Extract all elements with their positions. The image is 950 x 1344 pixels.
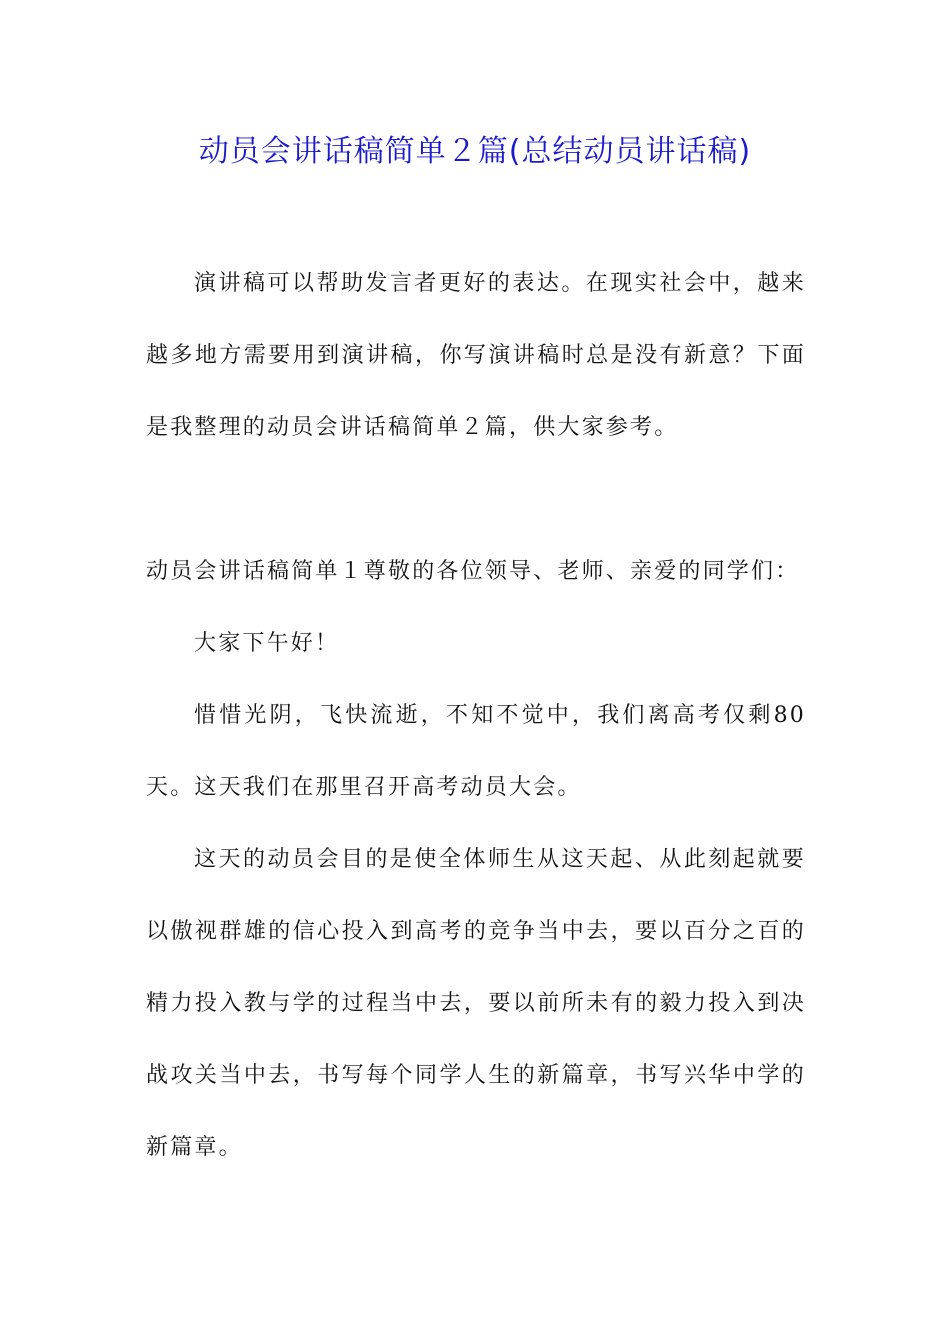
paragraph-purpose: 这天的动员会目的是使全体师生从这天起、从此刻起就要以傲视群雄的信心投入到高考的竞争当中去，要以百分之百的精力投入教与学的过程当中去，要以前所未有的毅力投入到决战攻关当中去，书写每个同学人生的新篇章，书写兴华中学的新篇章。	[146, 847, 806, 1160]
document-title: 动员会讲话稿简单２篇(总结动员讲话稿)	[198, 134, 752, 169]
paragraph-intro: 演讲稿可以帮助发言者更好的表达。在现实社会中，越来越多地方需要用到演讲稿，你写演讲稿时总是没有新意？下面是我整理的动员会讲话稿简单２篇，供大家参考。	[146, 271, 806, 440]
paragraph-greeting: 大家下午好！	[194, 631, 340, 656]
paragraph-speech-heading: 动员会讲话稿简单１尊敬的各位领导、老师、亲爱的同学们：	[146, 559, 800, 584]
paragraph-countdown: 惜惜光阴，飞快流逝，不知不觉中，我们离高考仅剩80天。这天我们在那里召开高考动员大会。	[146, 703, 806, 800]
